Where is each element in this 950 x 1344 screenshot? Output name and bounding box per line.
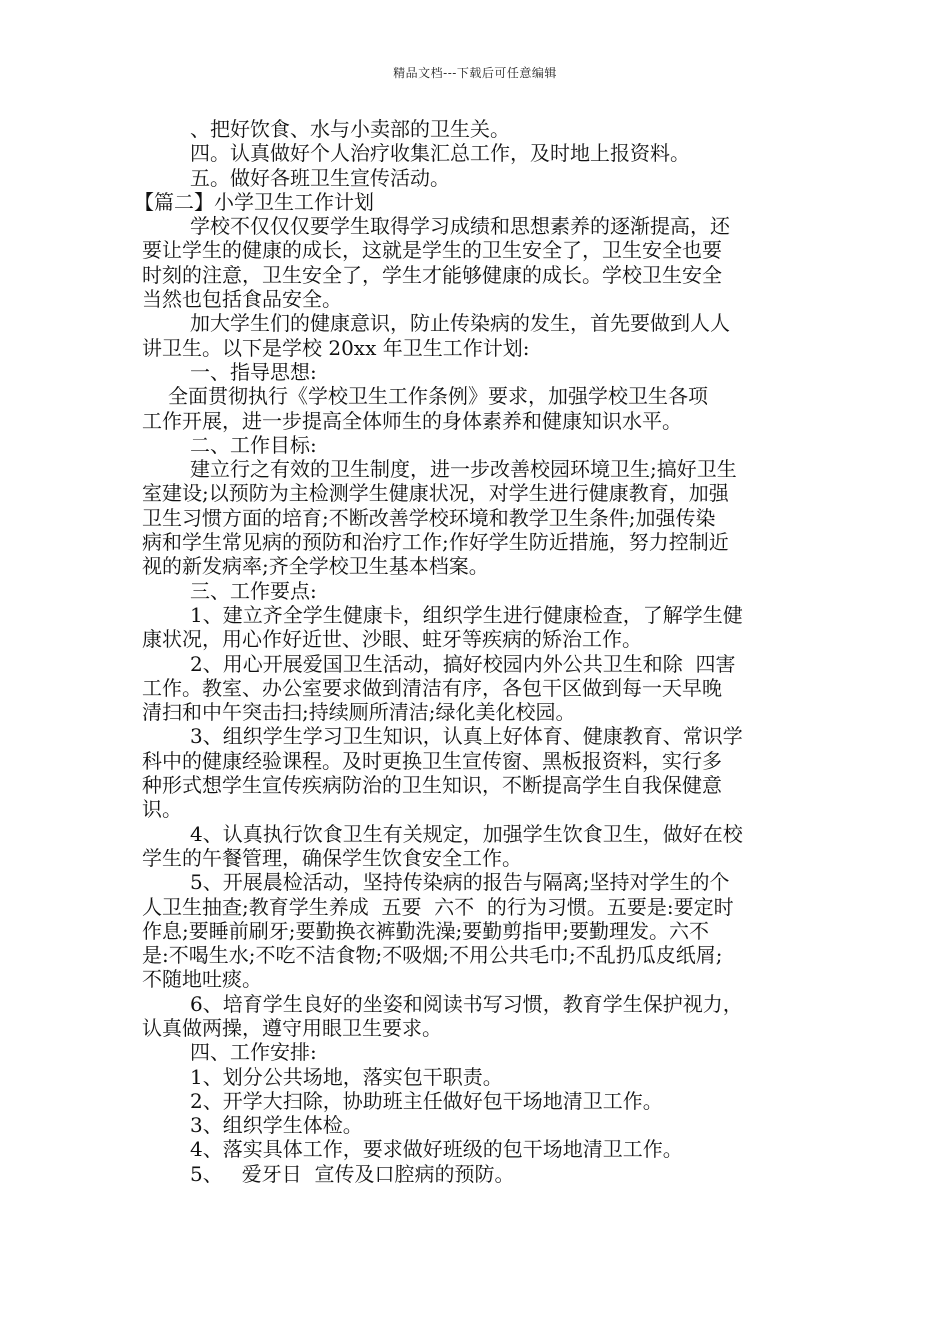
- text-line: 全面贯彻执行《学校卫生工作条例》要求，加强学校卫生各项: [168, 384, 708, 409]
- text-line: 科中的健康经验课程。及时更换卫生宣传窗、黑板报资料，实行多: [142, 748, 722, 773]
- text-line: 3、组织学生体检。: [190, 1113, 363, 1138]
- text-line: 学校不仅仅仅要学生取得学习成绩和思想素养的逐渐提高，还: [190, 214, 730, 239]
- text-line: 人卫生抽查;教育学生养成 五要 六不 的行为习惯。五要是:要定时: [142, 894, 734, 919]
- text-line: 要让学生的健康的成长，这就是学生的卫生安全了，卫生安全也要: [142, 238, 722, 263]
- text-line: 学生的午餐管理，确保学生饮食安全工作。: [142, 845, 522, 870]
- page-header: 精品文档---下载后可任意编辑: [393, 66, 557, 80]
- text-line: 4、落实具体工作，要求做好班级的包干场地清卫工作。: [190, 1137, 683, 1162]
- text-line: 视的新发病率;齐全学校卫生基本档案。: [142, 554, 489, 579]
- text-line: 认真做两操，遵守用眼卫生要求。: [142, 1015, 442, 1040]
- text-line: 病和学生常见病的预防和治疗工作;作好学生防近措施，努力控制近: [142, 530, 729, 555]
- text-line: 二、工作目标:: [190, 432, 317, 457]
- text-line: 时刻的注意，卫生安全了，学生才能够健康的成长。学校卫生安全: [142, 262, 722, 287]
- text-line: 5、开展晨检活动，坚持传染病的报告与隔离;坚持对学生的个: [190, 870, 730, 895]
- text-line: 2、开学大扫除，协助班主任做好包干场地清卫工作。: [190, 1088, 663, 1113]
- text-line: 种形式想学生宣传疾病防治的卫生知识，不断提高学生自我保健意: [142, 773, 722, 798]
- text-line: 识。: [142, 797, 182, 822]
- text-line: 康状况，用心作好近世、沙眼、蛀牙等疾病的矫治工作。: [142, 627, 642, 652]
- text-line: 5、 爱牙日 宣传及口腔病的预防。: [190, 1161, 515, 1186]
- text-line: 3、组织学生学习卫生知识，认真上好体育、健康教育、常识学: [190, 724, 743, 749]
- text-line: 四。认真做好个人治疗收集汇总工作，及时地上报资料。: [190, 141, 690, 166]
- text-line: 2、用心开展爱国卫生活动，搞好校园内外公共卫生和除 四害: [190, 651, 736, 676]
- text-line: 当然也包括食品安全。: [142, 287, 342, 312]
- text-line: 讲卫生。以下是学校 20xx 年卫生工作计划:: [142, 335, 530, 360]
- text-line: 、把好饮食、水与小卖部的卫生关。: [190, 117, 510, 141]
- text-line: 1、划分公共场地，落实包干职责。: [190, 1064, 503, 1089]
- text-line: 是:不喝生水;不吃不洁食物;不吸烟;不用公共毛巾;不乱扔瓜皮纸屑;: [142, 943, 723, 968]
- text-line: 室建设;以预防为主检测学生健康状况，对学生进行健康教育，加强: [142, 481, 729, 506]
- text-line: 1、建立齐全学生健康卡，组织学生进行健康检查，了解学生健: [190, 602, 743, 627]
- text-line: 加大学生们的健康意识，防止传染病的发生，首先要做到人人: [190, 311, 730, 336]
- text-line: 三、工作要点:: [190, 578, 317, 603]
- text-line: 6、培育学生良好的坐姿和阅读书写习惯，教育学生保护视力，: [190, 991, 743, 1016]
- text-line: 【篇二】小学卫生工作计划: [134, 189, 374, 214]
- text-line: 4、认真执行饮食卫生有关规定，加强学生饮食卫生，做好在校: [190, 821, 743, 846]
- text-line: 清扫和中午突击扫;持续厕所清洁;绿化美化校园。: [142, 700, 576, 725]
- text-line: 四、工作安排:: [190, 1040, 317, 1065]
- text-line: 卫生习惯方面的培育;不断改善学校环境和教学卫生条件;加强传染: [142, 505, 716, 530]
- text-line: 一、指导思想:: [190, 359, 317, 384]
- text-line: 建立行之有效的卫生制度，进一步改善校园环境卫生;搞好卫生: [190, 457, 737, 482]
- text-line: 不随地吐痰。: [142, 967, 262, 992]
- text-line: 作息;要睡前刷牙;要勤换衣裤勤洗澡;要勤剪指甲;要勤理发。六不: [142, 918, 709, 943]
- document-body: [134, 117, 810, 1186]
- text-line: 五。做好各班卫生宣传活动。: [190, 165, 450, 190]
- text-line: 工作。教室、办公室要求做到清洁有序，各包干区做到每一天早晚: [142, 675, 722, 700]
- text-line: 工作开展，进一步提高全体师生的身体素养和健康知识水平。: [142, 408, 682, 433]
